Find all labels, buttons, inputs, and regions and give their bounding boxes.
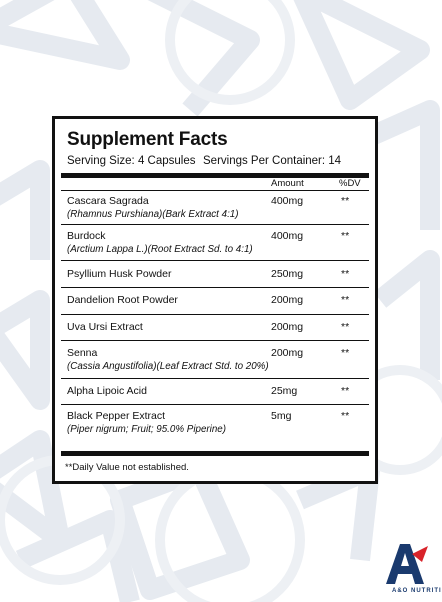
supplement-facts-panel bbox=[52, 116, 378, 484]
ingredient-name: Psyllium Husk Powder bbox=[67, 268, 172, 280]
ingredient-amount: 200mg bbox=[271, 321, 304, 333]
ingredient-detail: (Arctium Lappa L.)(Root Extract Sd. to 4:1) bbox=[67, 244, 253, 255]
divider bbox=[61, 378, 369, 379]
serving-size: Serving Size: 4 Capsules bbox=[67, 155, 196, 167]
ingredient-detail: (Piper nigrum; Fruit; 95.0% Piperine) bbox=[67, 424, 226, 435]
divider bbox=[61, 287, 369, 288]
footer-rule bbox=[61, 451, 369, 456]
ingredient-dv: ** bbox=[341, 385, 350, 397]
ingredient-dv: ** bbox=[341, 321, 350, 333]
servings-per-container: Servings Per Container: 14 bbox=[203, 155, 342, 167]
divider bbox=[61, 314, 369, 315]
amount-column-header: Amount bbox=[271, 178, 304, 189]
ingredient-amount: 200mg bbox=[271, 347, 304, 359]
ingredient-name: Uva Ursi Extract bbox=[67, 321, 143, 333]
footer-note: **Daily Value not established. bbox=[65, 462, 189, 473]
ingredient-name: Black Pepper Extract bbox=[67, 410, 166, 422]
ingredient-name: Cascara Sagrada bbox=[67, 195, 149, 207]
divider bbox=[61, 404, 369, 405]
header-rule bbox=[61, 173, 369, 178]
divider bbox=[61, 190, 369, 191]
ingredient-name: Dandelion Root Powder bbox=[67, 294, 178, 306]
ingredient-dv: ** bbox=[341, 195, 350, 207]
panel-title: Supplement Facts bbox=[67, 129, 228, 150]
ingredient-dv: ** bbox=[341, 230, 350, 242]
ingredient-dv: ** bbox=[341, 410, 350, 422]
ingredient-amount: 400mg bbox=[271, 230, 304, 242]
ingredient-dv: ** bbox=[341, 268, 350, 280]
ingredient-detail: (Cassia Angustifolia)(Leaf Extract Std. to 20%) bbox=[67, 361, 269, 372]
ingredient-amount: 5mg bbox=[271, 410, 292, 422]
ingredient-name: Senna bbox=[67, 347, 98, 359]
ingredient-amount: 400mg bbox=[271, 195, 304, 207]
brand-name: A&O NUTRITI bbox=[392, 588, 442, 594]
ingredient-dv: ** bbox=[341, 294, 350, 306]
ingredient-amount: 25mg bbox=[271, 385, 298, 397]
ingredient-dv: ** bbox=[341, 347, 350, 359]
dv-column-header: %DV bbox=[339, 178, 361, 189]
ingredient-name: Alpha Lipoic Acid bbox=[67, 385, 147, 397]
divider bbox=[61, 340, 369, 341]
divider bbox=[61, 260, 369, 261]
ingredient-detail: (Rhamnus Purshiana)(Bark Extract 4:1) bbox=[67, 209, 239, 220]
ingredient-name: Burdock bbox=[67, 230, 106, 242]
ingredient-amount: 200mg bbox=[271, 294, 304, 306]
divider bbox=[61, 224, 369, 225]
ingredient-amount: 250mg bbox=[271, 268, 304, 280]
